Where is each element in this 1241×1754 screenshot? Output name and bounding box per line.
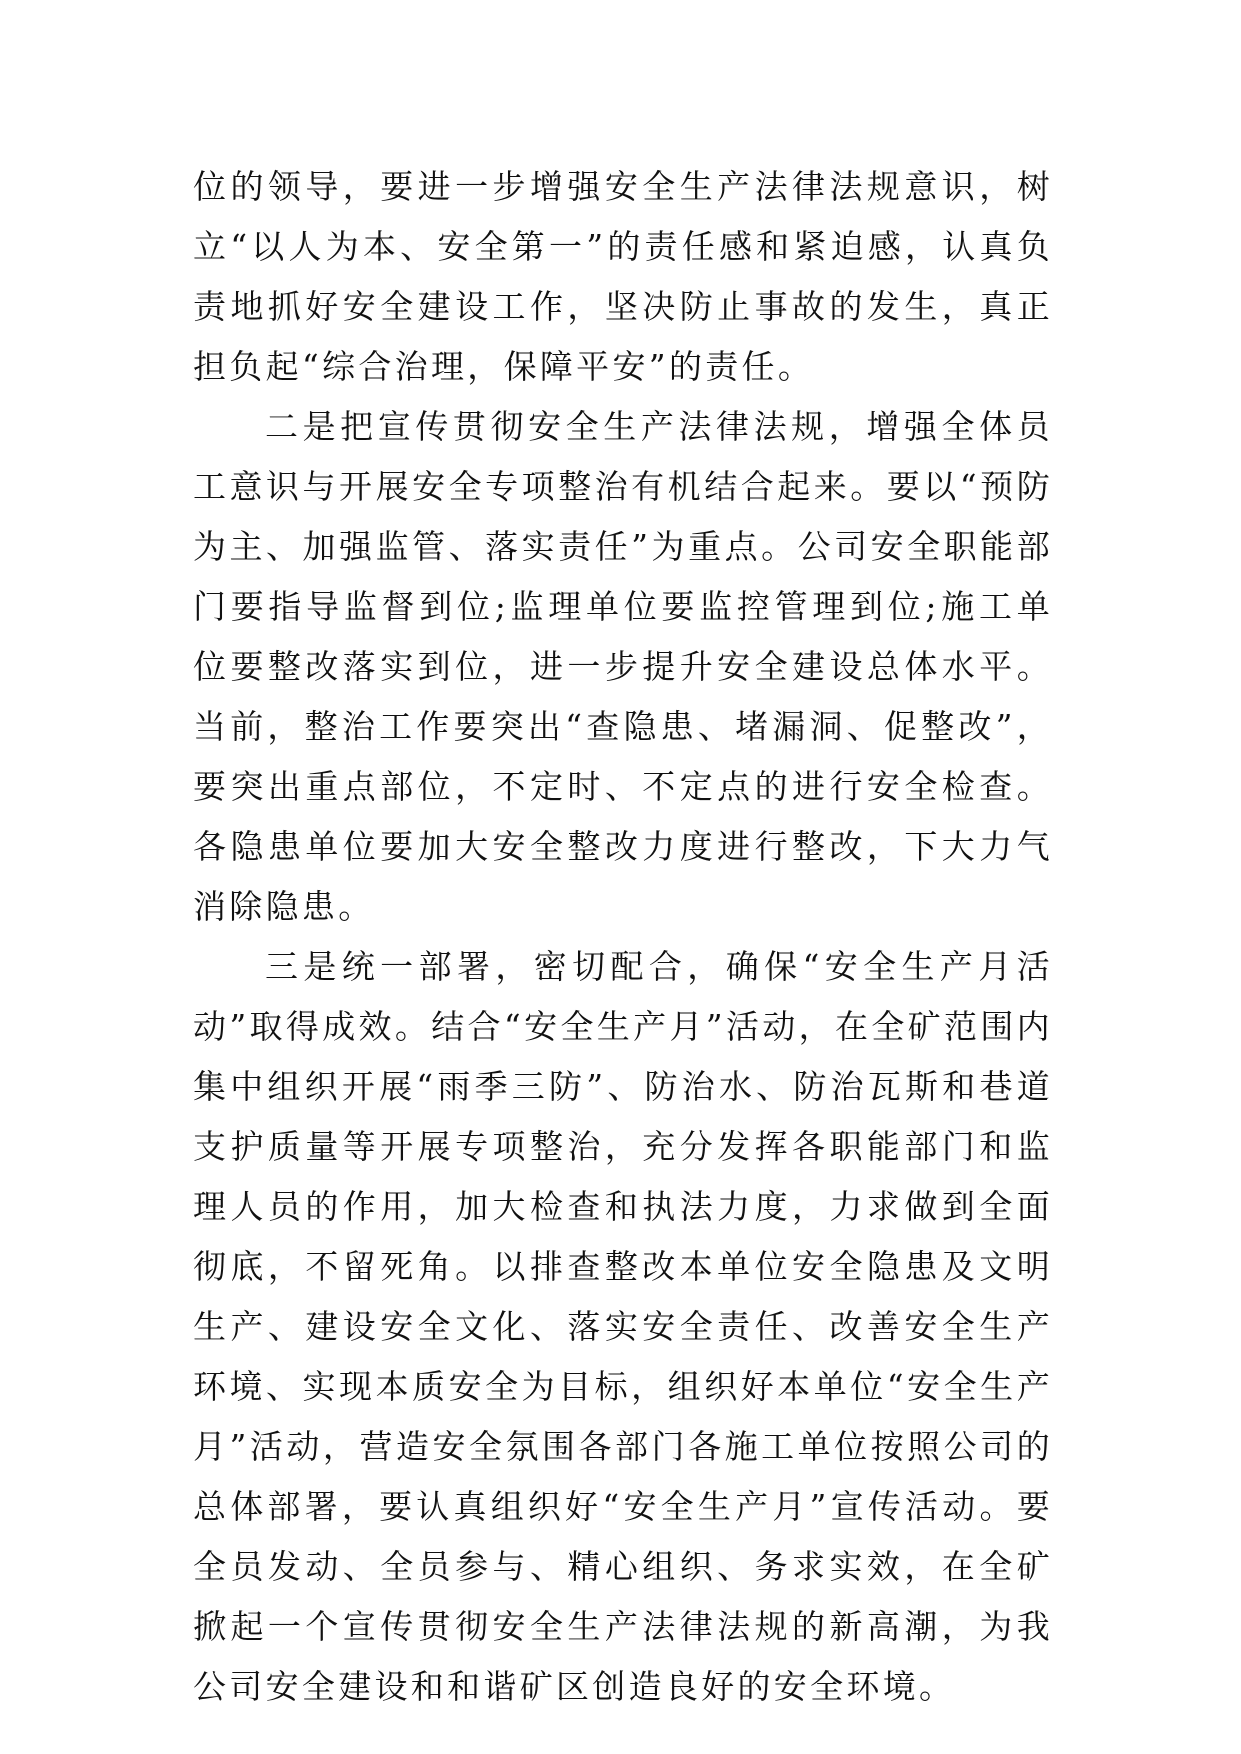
paragraph-point-two: 二是把宣传贯彻安全生产法律法规，增强全体员工意识与开展安全专项整治有机结合起来。要以“预防为主、加强监管、落实责任”为重点。公司安全职能部门要指导监督到位;监理单位要监控管理到位;施工单位要整改落实到位，进一步提升安全建设总体水平。当前，整治工作要突出“查隐患、堵漏洞、促整改”，要突出重点部位，不定时、不定点的进行安全检查。各隐患单位要加大安全整改力度进行整改，下大力气消除隐患。 (193, 407, 1053, 926)
paragraph-point-three: 三是统一部署，密切配合，确保“安全生产月活动”取得成效。结合“安全生产月”活动，在全矿范围内集中组织开展“雨季三防”、防治水、防治瓦斯和巷道支护质量等开展专项整治，充分发挥各职能部门和监理人员的作用，加大检查和执法力度，力求做到全面彻底，不留死角。以排查整改本单位安全隐患及文明生产、建设安全文化、落实安全责任、改善安全生产环境、实现本质安全为目标，组织好本单位“安全生产月”活动，营造安全氛围各部门各施工单位按照公司的总体部署，要认真组织好“安全生产月”宣传活动。要全员发动、全员参与、精心组织、务求实效，在全矿掀起一个宣传贯彻安全生产法律法规的新高潮，为我公司安全建设和和谐矿区创造良好的安全环境。 (193, 947, 1053, 1706)
paragraph-continuation: 位的领导，要进一步增强安全生产法律法规意识，树立“以人为本、安全第一”的责任感和紧迫感，认真负责地抓好安全建设工作，坚决防止事故的发生，真正担负起“综合治理，保障平安”的责任。 (193, 167, 1053, 386)
document-body (193, 157, 1053, 1717)
